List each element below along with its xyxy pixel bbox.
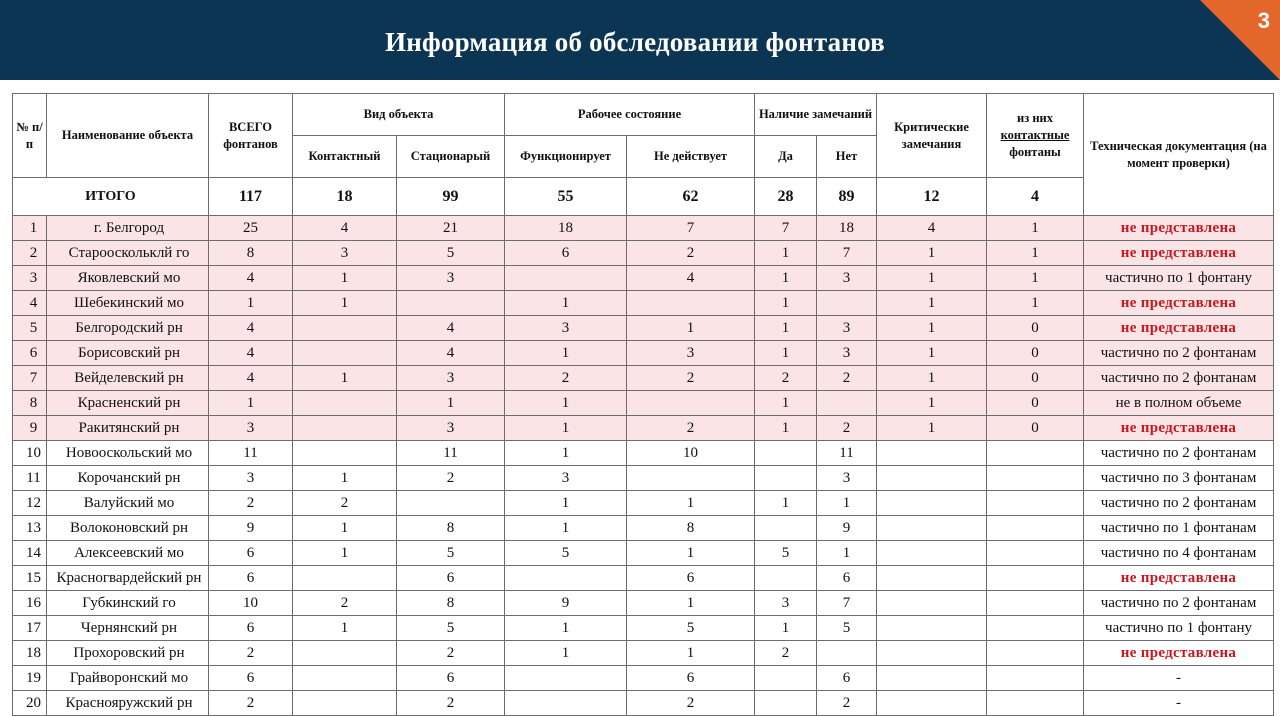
functioning-cell: 2 [505,366,627,391]
remarks-no-cell: 7 [817,241,877,266]
contact-cell: 1 [293,616,397,641]
remarks-no-cell: 2 [817,691,877,716]
functioning-cell: 1 [505,616,627,641]
table-row [13,216,1274,241]
contact-cell: 1 [293,516,397,541]
total-cell: 10 [209,591,293,616]
functioning-cell: 6 [505,241,627,266]
row-number: 17 [13,616,47,641]
documentation-cell: частично по 2 фонтанам [1084,366,1274,391]
remarks-no-cell: 5 [817,616,877,641]
table-row [13,516,1274,541]
remarks-no-cell: 18 [817,216,877,241]
remarks-yes-cell: 1 [755,416,817,441]
remarks-no-cell: 1 [817,491,877,516]
remarks-yes-cell: 2 [755,641,817,666]
contact-fountains-cell: 0 [987,341,1084,366]
of-them-line3: фонтаны [1009,145,1061,159]
stationary-cell: 1 [397,391,505,416]
contact-fountains-cell [987,566,1084,591]
functioning-cell [505,266,627,291]
contact-cell [293,341,397,366]
not-working-cell: 1 [627,541,755,566]
functioning-cell: 1 [505,441,627,466]
remarks-yes-cell [755,666,817,691]
critical-cell [877,441,987,466]
critical-cell: 1 [877,341,987,366]
district-name: Корочанский рн [47,466,209,491]
page-title: Информация об обследовании фонтанов [385,27,885,57]
contact-cell [293,691,397,716]
remarks-yes-cell [755,691,817,716]
district-name: Грайворонский мо [47,666,209,691]
not-working-cell: 10 [627,441,755,466]
contact-cell [293,641,397,666]
district-name: Валуйский мо [47,491,209,516]
contact-fountains-cell: 0 [987,416,1084,441]
total-cell: 25 [209,216,293,241]
contact-fountains-cell: 0 [987,391,1084,416]
documentation-cell: частично по 2 фонтанам [1084,441,1274,466]
remarks-no-cell: 2 [817,366,877,391]
contact-cell: 1 [293,541,397,566]
documentation-cell: - [1084,666,1274,691]
not-working-cell [627,466,755,491]
col-group-type: Вид объекта [293,94,505,136]
stationary-cell: 4 [397,341,505,366]
remarks-yes-cell [755,441,817,466]
not-working-cell: 1 [627,641,755,666]
critical-cell: 1 [877,366,987,391]
table-row [13,441,1274,466]
documentation-cell: - [1084,691,1274,716]
totals-stationary: 99 [397,178,505,216]
stationary-cell [397,291,505,316]
stationary-cell: 5 [397,241,505,266]
stationary-cell: 21 [397,216,505,241]
documentation-cell: не представлена [1084,416,1274,441]
not-working-cell: 1 [627,591,755,616]
row-number: 9 [13,416,47,441]
stationary-cell: 3 [397,366,505,391]
contact-cell: 2 [293,491,397,516]
contact-fountains-cell: 1 [987,266,1084,291]
table-row [13,266,1274,291]
col-group-status: Рабочее состояние [505,94,755,136]
district-name: Волоконовский рн [47,516,209,541]
of-them-line1: из них [1017,111,1054,125]
contact-fountains-cell [987,466,1084,491]
table-row [13,416,1274,441]
functioning-cell: 9 [505,591,627,616]
contact-cell [293,666,397,691]
row-number: 19 [13,666,47,691]
col-header-critical: Критические замечания [877,94,987,178]
contact-cell [293,316,397,341]
not-working-cell [627,291,755,316]
total-cell: 2 [209,691,293,716]
documentation-cell: не представлена [1084,241,1274,266]
row-number: 3 [13,266,47,291]
remarks-yes-cell [755,466,817,491]
documentation-cell: частично по 1 фонтанам [1084,516,1274,541]
functioning-cell: 1 [505,641,627,666]
contact-cell: 1 [293,366,397,391]
total-cell: 11 [209,441,293,466]
critical-cell [877,591,987,616]
stationary-cell: 3 [397,416,505,441]
district-name: Белгородский рн [47,316,209,341]
district-name: Красненский рн [47,391,209,416]
col-header-contact: Контактный [293,136,397,178]
row-number: 14 [13,541,47,566]
remarks-no-cell: 7 [817,591,877,616]
functioning-cell: 1 [505,291,627,316]
remarks-yes-cell: 2 [755,366,817,391]
contact-cell [293,391,397,416]
remarks-yes-cell: 1 [755,341,817,366]
row-number: 18 [13,641,47,666]
district-name: Алексеевский мо [47,541,209,566]
total-cell: 9 [209,516,293,541]
not-working-cell: 6 [627,566,755,591]
contact-fountains-cell [987,616,1084,641]
col-header-docs: Техническая документация (на момент проверки) [1084,94,1274,216]
contact-fountains-cell: 1 [987,216,1084,241]
remarks-yes-cell: 1 [755,316,817,341]
page-number: 3 [1257,8,1270,33]
critical-cell [877,641,987,666]
contact-fountains-cell [987,666,1084,691]
not-working-cell: 1 [627,491,755,516]
documentation-cell: частично по 1 фонтану [1084,616,1274,641]
col-header-contact-fountains [987,94,1084,178]
contact-fountains-cell [987,441,1084,466]
not-working-cell: 2 [627,366,755,391]
stationary-cell: 8 [397,591,505,616]
remarks-no-cell: 11 [817,441,877,466]
district-name: Ракитянский рн [47,416,209,441]
row-number: 16 [13,591,47,616]
row-number: 8 [13,391,47,416]
critical-cell [877,616,987,641]
remarks-yes-cell: 7 [755,216,817,241]
district-name: Прохоровский рн [47,641,209,666]
contact-cell: 1 [293,466,397,491]
remarks-yes-cell: 1 [755,391,817,416]
remarks-no-cell: 3 [817,341,877,366]
row-number: 10 [13,441,47,466]
district-name: Вейделевский рн [47,366,209,391]
row-number: 7 [13,366,47,391]
critical-cell [877,566,987,591]
contact-cell [293,441,397,466]
contact-fountains-cell [987,691,1084,716]
critical-cell [877,516,987,541]
totals-functioning: 55 [505,178,627,216]
stationary-cell: 2 [397,466,505,491]
critical-cell: 4 [877,216,987,241]
stationary-cell: 2 [397,691,505,716]
totals-yes: 28 [755,178,817,216]
totals-contact-fountains: 4 [987,178,1084,216]
contact-fountains-cell [987,641,1084,666]
documentation-cell: не представлена [1084,641,1274,666]
total-cell: 8 [209,241,293,266]
totals-not-working: 62 [627,178,755,216]
district-name: г. Белгород [47,216,209,241]
totals-label: ИТОГО [13,178,209,216]
stationary-cell: 8 [397,516,505,541]
remarks-no-cell: 1 [817,541,877,566]
stationary-cell: 6 [397,666,505,691]
table-body [13,216,1274,716]
functioning-cell: 1 [505,416,627,441]
remarks-yes-cell: 1 [755,291,817,316]
critical-cell: 1 [877,316,987,341]
contact-fountains-cell: 0 [987,316,1084,341]
contact-cell: 1 [293,266,397,291]
district-name: Чернянский рн [47,616,209,641]
total-cell: 6 [209,666,293,691]
not-working-cell: 6 [627,666,755,691]
row-number: 2 [13,241,47,266]
row-number: 11 [13,466,47,491]
not-working-cell: 7 [627,216,755,241]
stationary-cell: 5 [397,616,505,641]
row-number: 6 [13,341,47,366]
table-row [13,316,1274,341]
table-row [13,466,1274,491]
stationary-cell [397,491,505,516]
district-name: Губкинский го [47,591,209,616]
critical-cell: 1 [877,416,987,441]
fountain-survey-table-wrap [12,93,1273,716]
total-cell: 2 [209,491,293,516]
col-group-remarks: Наличие замечаний [755,94,877,136]
row-number: 15 [13,566,47,591]
district-name: Шебекинский мо [47,291,209,316]
remarks-no-cell: 3 [817,316,877,341]
contact-cell [293,566,397,591]
district-name: Красногвардейский рн [47,566,209,591]
remarks-no-cell: 3 [817,466,877,491]
totals-no: 89 [817,178,877,216]
totals-total: 117 [209,178,293,216]
col-header-functioning: Функционирует [505,136,627,178]
contact-fountains-cell [987,491,1084,516]
remarks-no-cell: 9 [817,516,877,541]
district-name: Старооскольклй го [47,241,209,266]
functioning-cell: 18 [505,216,627,241]
total-cell: 6 [209,566,293,591]
critical-cell: 1 [877,266,987,291]
critical-cell: 1 [877,391,987,416]
district-name: Борисовский рн [47,341,209,366]
table-row [13,566,1274,591]
table-row [13,291,1274,316]
functioning-cell: 1 [505,516,627,541]
table-row [13,341,1274,366]
documentation-cell: не представлена [1084,291,1274,316]
col-header-total: ВСЕГО фонтанов [209,94,293,178]
col-header-yes: Да [755,136,817,178]
contact-fountains-cell [987,591,1084,616]
table-row [13,666,1274,691]
stationary-cell: 5 [397,541,505,566]
not-working-cell: 1 [627,316,755,341]
documentation-cell: частично по 3 фонтанам [1084,466,1274,491]
col-header-stationary: Стационарый [397,136,505,178]
district-name: Новооскольский мо [47,441,209,466]
not-working-cell: 2 [627,416,755,441]
contact-fountains-cell: 1 [987,241,1084,266]
contact-cell [293,416,397,441]
functioning-cell: 3 [505,316,627,341]
table-row [13,366,1274,391]
not-working-cell: 4 [627,266,755,291]
not-working-cell [627,391,755,416]
remarks-no-cell [817,641,877,666]
table-row [13,641,1274,666]
remarks-yes-cell [755,566,817,591]
functioning-cell [505,666,627,691]
functioning-cell: 1 [505,491,627,516]
documentation-cell: частично по 2 фонтанам [1084,341,1274,366]
stationary-cell: 2 [397,641,505,666]
table-row [13,691,1274,716]
total-cell: 2 [209,641,293,666]
functioning-cell: 3 [505,466,627,491]
functioning-cell: 1 [505,341,627,366]
critical-cell [877,541,987,566]
contact-fountains-cell [987,516,1084,541]
remarks-yes-cell: 1 [755,241,817,266]
total-cell: 6 [209,541,293,566]
functioning-cell: 1 [505,391,627,416]
documentation-cell: частично по 2 фонтанам [1084,491,1274,516]
row-number: 13 [13,516,47,541]
totals-contact: 18 [293,178,397,216]
total-cell: 4 [209,266,293,291]
contact-fountains-cell: 0 [987,366,1084,391]
functioning-cell [505,566,627,591]
col-header-no: Нет [817,136,877,178]
critical-cell: 1 [877,291,987,316]
total-cell: 4 [209,366,293,391]
documentation-cell: не представлена [1084,216,1274,241]
of-them-line2: контактные [1000,128,1070,142]
documentation-cell: частично по 4 фонтанам [1084,541,1274,566]
critical-cell [877,666,987,691]
remarks-yes-cell: 1 [755,616,817,641]
remarks-no-cell [817,391,877,416]
remarks-yes-cell: 3 [755,591,817,616]
fountain-survey-table [12,93,1274,716]
remarks-no-cell: 3 [817,266,877,291]
total-cell: 3 [209,466,293,491]
remarks-no-cell [817,291,877,316]
functioning-cell [505,691,627,716]
contact-cell: 3 [293,241,397,266]
critical-cell [877,466,987,491]
not-working-cell: 2 [627,691,755,716]
col-header-num: № п/п [13,94,47,178]
not-working-cell: 3 [627,341,755,366]
critical-cell: 1 [877,241,987,266]
row-number: 4 [13,291,47,316]
table-row [13,241,1274,266]
total-cell: 1 [209,291,293,316]
contact-fountains-cell [987,541,1084,566]
remarks-yes-cell: 1 [755,491,817,516]
functioning-cell: 5 [505,541,627,566]
remarks-yes-cell [755,516,817,541]
totals-critical: 12 [877,178,987,216]
contact-cell: 4 [293,216,397,241]
row-number: 20 [13,691,47,716]
row-number: 12 [13,491,47,516]
stationary-cell: 11 [397,441,505,466]
not-working-cell: 5 [627,616,755,641]
critical-cell [877,691,987,716]
remarks-yes-cell: 1 [755,266,817,291]
district-name: Краснояружский рн [47,691,209,716]
stationary-cell: 6 [397,566,505,591]
row-number: 1 [13,216,47,241]
contact-fountains-cell: 1 [987,291,1084,316]
total-cell: 6 [209,616,293,641]
table-row [13,591,1274,616]
col-header-not-working: Не действует [627,136,755,178]
critical-cell [877,491,987,516]
remarks-no-cell: 2 [817,416,877,441]
documentation-cell: не представлена [1084,316,1274,341]
contact-cell: 1 [293,291,397,316]
table-row [13,491,1274,516]
documentation-cell: частично по 1 фонтану [1084,266,1274,291]
total-cell: 4 [209,341,293,366]
table-row [13,541,1274,566]
table-row [13,391,1274,416]
total-cell: 4 [209,316,293,341]
total-cell: 3 [209,416,293,441]
stationary-cell: 3 [397,266,505,291]
col-header-name: Наименование объекта [47,94,209,178]
title-banner [0,0,1280,80]
documentation-cell: частично по 2 фонтанам [1084,591,1274,616]
not-working-cell: 2 [627,241,755,266]
stationary-cell: 4 [397,316,505,341]
remarks-yes-cell: 5 [755,541,817,566]
remarks-no-cell: 6 [817,666,877,691]
contact-cell: 2 [293,591,397,616]
documentation-cell: не представлена [1084,566,1274,591]
table-row [13,616,1274,641]
not-working-cell: 8 [627,516,755,541]
documentation-cell: не в полном объеме [1084,391,1274,416]
district-name: Яковлевский мо [47,266,209,291]
row-number: 5 [13,316,47,341]
remarks-no-cell: 6 [817,566,877,591]
total-cell: 1 [209,391,293,416]
